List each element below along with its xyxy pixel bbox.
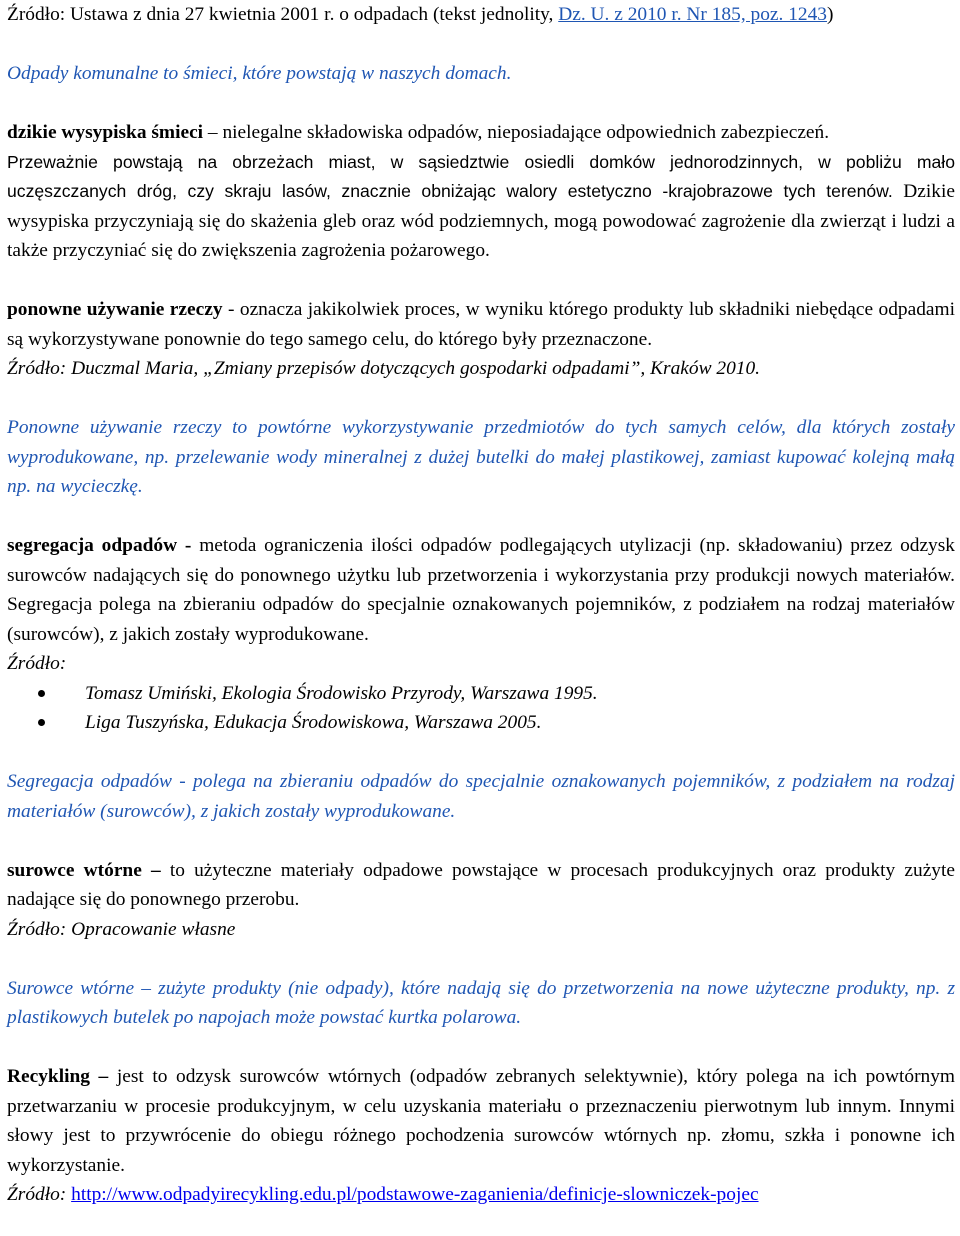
segregacja-source-label: Źródło: (7, 653, 67, 674)
segregacja-term: segregacja odpadów - (7, 535, 192, 556)
source-item-text: Liga Tuszyńska, Edukacja Środowiskowa, Warszawa 2005. (85, 712, 542, 733)
recykling-source-label: Źródło: (7, 1184, 67, 1205)
surowce-term: surowce wtórne – (7, 859, 161, 881)
dzikie-details (7, 148, 955, 266)
komunalne-note: Odpady komunalne to śmieci, które powstają w naszych domach. (7, 63, 512, 84)
segregacja-definition (7, 531, 955, 649)
recykling-def-text: jest to odzysk surowców wtórnych (odpadów zebranych selektywnie), który polega na ich powtórnym przetwarzaniu w procesie produkcyjnym, w celu uzyskania materiału o przeznaczeniu pierwotnym lub innym. Innymi słowy jest to przywrócenie do obiegu różnego pochodzenia surowców wtórnych np. złomu, szkła i ponowne ich wykorzystanie. (7, 1066, 956, 1176)
bullet-icon (38, 690, 45, 697)
recykling-source (7, 1180, 955, 1210)
source-ustawa-prefix: Źródło: Ustawa z dnia 27 kwietnia 2001 r. o odpadach (tekst jednolity, (7, 4, 559, 25)
recykling-source-link[interactable]: http://www.odpadyirecykling.edu.pl/podstawowe-zaganienia/definicje-slowniczek-pojec (71, 1184, 759, 1205)
dzikie-def-text: – nielegalne składowiska odpadów, nieposiadające odpowiednich zabezpieczeń. (203, 122, 830, 143)
dzikie-serif-text: Dzikie wysypiska przyczyniają się do skażenia gleb oraz wód podziemnych, mogą powodować zagrożenie dla zwierząt i ludzi a także przyczyniać się do zwiększenia zagrożenia pożarowego. (7, 181, 955, 261)
dzikie-sans-text: Przeważnie powstają na obrzeżach miast, w sąsiedztwie osiedli domków jednorodzinnych, w pobliżu mało uczęszczanych dróg, czy skraju lasów, znacznie obniżając walory estetyczno -krajobrazowe tych terenów. (7, 151, 955, 201)
surowce-explanation: Surowce wtórne – zużyte produkty (nie odpady), które nadają się do przetworzenia na nowe użyteczne produkty, np. z plastikowych butelek po napojach może powstać kurtka polarowa. (7, 977, 955, 1028)
dzikie-term: dzikie wysypiska śmieci (7, 122, 204, 143)
segregacja-def-text: metoda ograniczenia ilości odpadów podlegających utylizacji (np. składowaniu) przez odzysk surowców nadających się do ponownego użytku lub przetworzenia i wykorzystania przy produkcji nowych materiałów. Segregacja polega na zbieraniu odpadów do specjalnie oznakowanych pojemników, z podziałem na rodzaj materiałów (surowców), z jakich zostały wyprodukowane. (7, 535, 955, 645)
ponowne-def-text: - oznacza jakikolwiek proces, w wyniku którego produkty lub składniki niebędące odpadami są wykorzystywane ponownie do tego samego celu, do którego były przeznaczone. (7, 299, 955, 350)
list-item (7, 708, 955, 738)
ponowne-source: Źródło: Duczmal Maria, „Zmiany przepisów dotyczących gospodarki odpadami”, Kraków 2010. (7, 358, 760, 379)
ponowne-definition (7, 295, 955, 354)
source-ustawa (7, 0, 955, 30)
list-item (7, 679, 955, 709)
ponowne-term: ponowne używanie rzeczy (7, 299, 223, 320)
recykling-term: Recykling – (7, 1066, 109, 1087)
recykling-definition (7, 1062, 955, 1180)
source-item-text: Tomasz Umiński, Ekologia Środowisko Przyrody, Warszawa 1995. (85, 682, 598, 704)
dz-u-link[interactable]: Dz. U. z 2010 r. Nr 185, poz. 1243 (558, 4, 827, 25)
dzikie-definition (7, 118, 955, 148)
ponowne-explanation: Ponowne używanie rzeczy to powtórne wykorzystywanie przedmiotów do tych samych celów, dla których zostały wyprodukowane, np. przelewanie wody mineralnej z dużej butelki do małej plastikowej, zamiast kupować kolejną małą np. na wycieczkę. (7, 417, 955, 497)
surowce-definition (7, 856, 955, 915)
document-page (7, 0, 955, 1210)
surowce-source: Źródło: Opracowanie własne (7, 918, 236, 940)
source-ustawa-suffix: ) (826, 4, 834, 25)
segregacja-sources-list (7, 679, 955, 738)
segregacja-explanation: Segregacja odpadów - polega na zbieraniu odpadów do specjalnie oznakowanych pojemników, z podziałem na rodzaj materiałów (surowców), z jakich zostały wyprodukowane. (7, 771, 955, 822)
surowce-def-text: to użyteczne materiały odpadowe powstające w procesach produkcyjnych oraz produkty zużyte nadające się do ponownego przerobu. (7, 859, 955, 910)
bullet-icon (38, 719, 45, 726)
